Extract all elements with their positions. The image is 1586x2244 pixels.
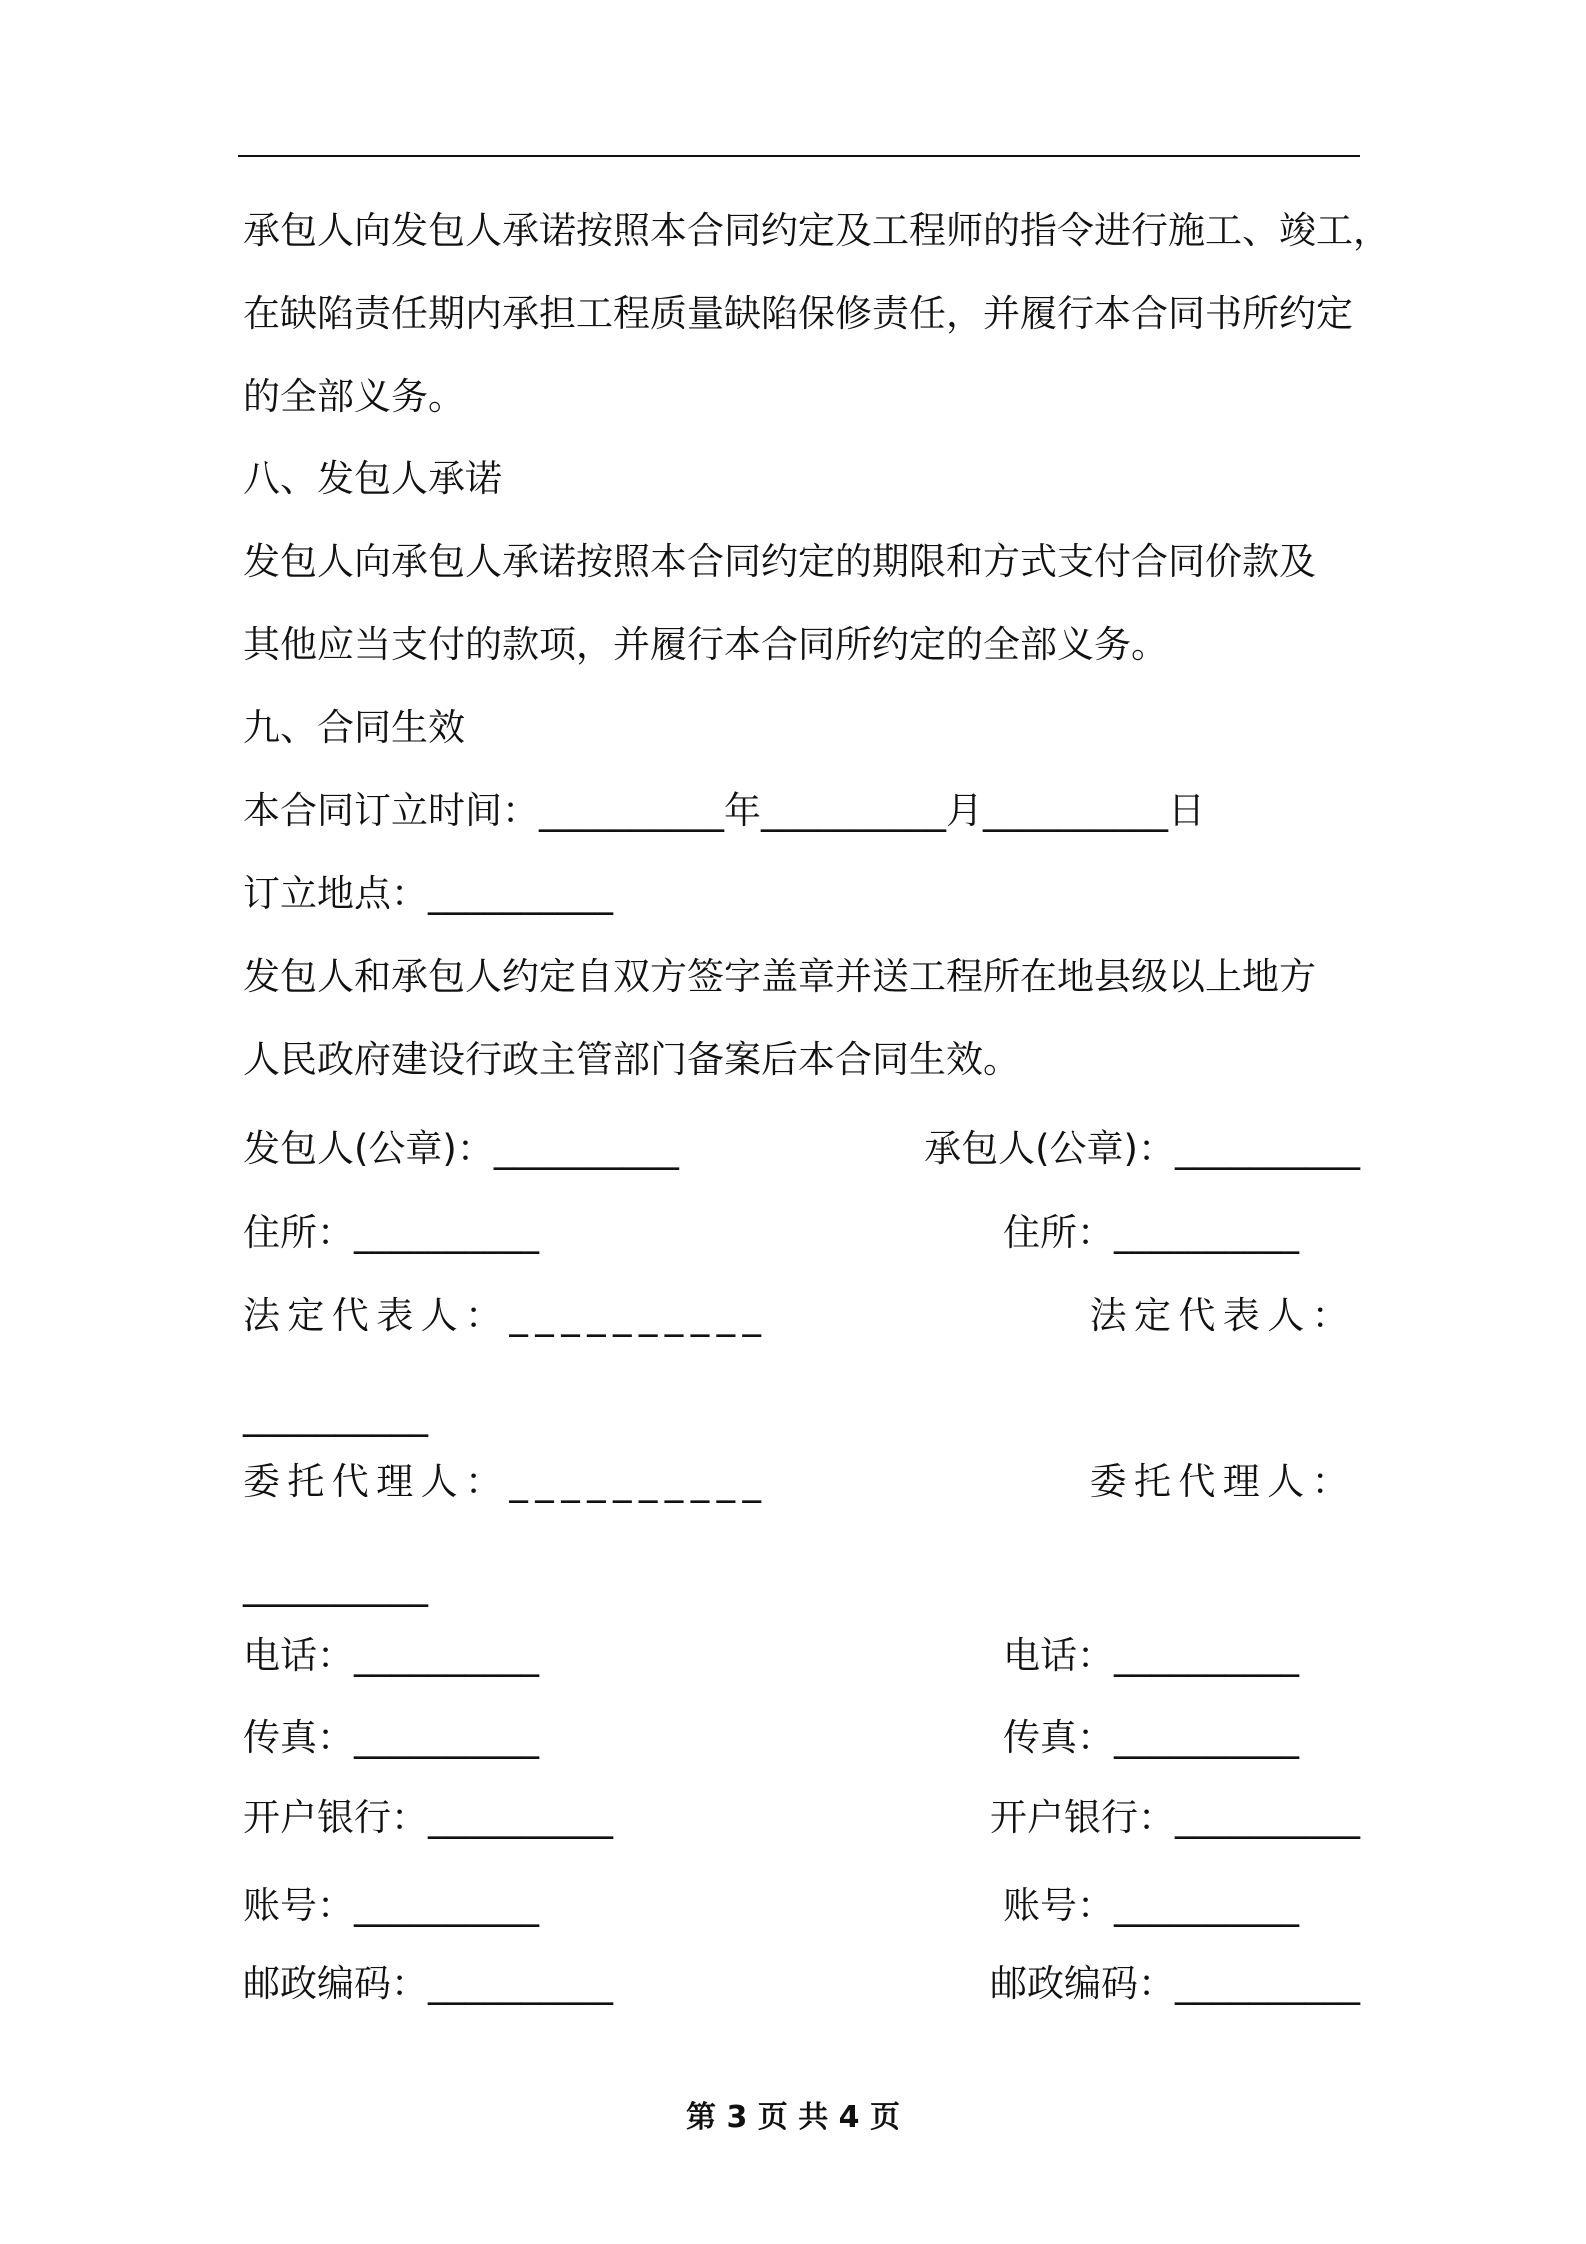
employer-address-field: 住所：__________ — [243, 1211, 539, 1254]
employer-legal-rep-field: 法定代表人：__________ — [243, 1294, 769, 1337]
contract-place-line: 订立地点：__________ — [243, 872, 613, 915]
employer-account-field: 账号：__________ — [243, 1884, 539, 1927]
employer-fax-field: 传真：__________ — [243, 1716, 539, 1759]
contractor-phone-field: 电话：__________ — [1003, 1634, 1299, 1677]
employer-seal-field: 发包人(公章)：__________ — [243, 1127, 679, 1170]
contractor-agent-field: 委托代理人： — [1089, 1460, 1356, 1503]
contractor-account-field: 账号：__________ — [1003, 1884, 1299, 1927]
contractor-address-field: 住所：__________ — [1003, 1211, 1299, 1254]
contractor-legal-rep-field: 法定代表人： — [1089, 1294, 1356, 1337]
employer-postcode-field: 邮政编码：__________ — [243, 1962, 613, 2005]
employer-bank-field: 开户银行：__________ — [243, 1796, 613, 1839]
contractor-postcode-field: 邮政编码：__________ — [990, 1962, 1360, 2005]
page-number: 第 3 页 共 4 页 — [686, 2100, 900, 2135]
section-heading-9: 九、合同生效 — [243, 706, 465, 749]
employer-phone-field: 电话：__________ — [243, 1634, 539, 1677]
paragraph-line: 在缺陷责任期内承担工程质量缺陷保修责任，并履行本合同书所约定 — [243, 292, 1353, 335]
contractor-fax-field: 传真：__________ — [1003, 1716, 1299, 1759]
contractor-legal-rep-blank: __________ — [243, 1394, 428, 1437]
employer-agent-field: 委托代理人：__________ — [243, 1460, 769, 1503]
section-heading-8: 八、发包人承诺 — [243, 457, 502, 500]
contractor-bank-field: 开户银行：__________ — [990, 1796, 1360, 1839]
contract-date-line: 本合同订立时间：__________年__________月__________日 — [243, 789, 1205, 832]
contractor-seal-field: 承包人(公章)：__________ — [924, 1127, 1360, 1170]
paragraph-line: 发包人向承包人承诺按照本合同约定的期限和方式支付合同价款及 — [243, 540, 1316, 583]
contractor-agent-blank: __________ — [243, 1564, 428, 1607]
paragraph-line: 发包人和承包人约定自双方签字盖章并送工程所在地县级以上地方 — [243, 955, 1316, 998]
paragraph-line: 人民政府建设行政主管部门备案后本合同生效。 — [243, 1038, 1020, 1081]
paragraph-line: 的全部义务。 — [243, 375, 465, 418]
header-rule — [238, 155, 1360, 157]
paragraph-line: 承包人向发包人承诺按照本合同约定及工程师的指令进行施工、竣工， — [243, 209, 1390, 252]
paragraph-line: 其他应当支付的款项，并履行本合同所约定的全部义务。 — [243, 623, 1168, 666]
